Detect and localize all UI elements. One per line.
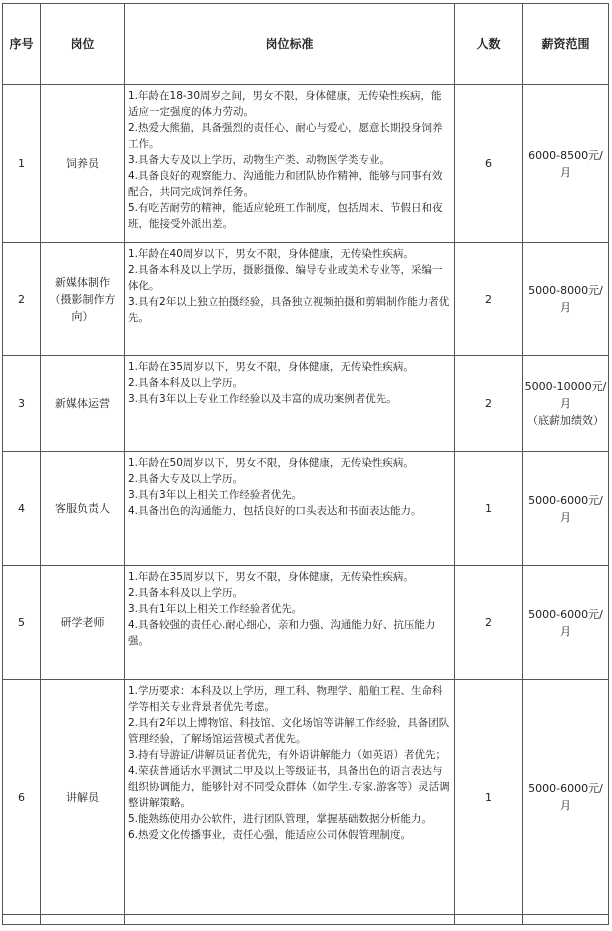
header-no: 序号 [3,4,41,85]
row-no: 6 [3,680,41,915]
standard-item: 2.具备本科及以上学历，摄影摄像、编导专业或美术专业等，采编一体化。 [128,264,443,292]
table-row [3,452,609,566]
row-salary: 5000-6000元/月 [523,680,609,915]
header-count: 人数 [455,4,523,85]
row-count: 6 [455,85,523,243]
standard-item: 2.具有2年以上博物馆、科技馆、文化场馆等讲解工作经验，具备团队管理经验，了解场馆运营模式者优先。 [128,717,450,745]
table-row [3,680,609,915]
standard-item: 4.荣获普通话水平测试二甲及以上等级证书，具备出色的语言表达与组织协调能力，能够针对不同受众群体（如学生.专家.游客等）灵活调整讲解策略。 [128,765,450,809]
standard-item: 2.具备本科及以上学历。 [128,587,244,599]
table-header-row [3,4,609,85]
row-standards [125,85,455,243]
empty-cell [41,915,125,925]
row-count: 2 [455,566,523,680]
row-no: 2 [3,243,41,356]
row-salary: 5000-8000元/月 [523,243,609,356]
row-position: 新媒体运营 [41,356,125,452]
row-salary: 5000-6000元/月 [523,452,609,566]
standard-item: 1.学历要求：本科及以上学历，理工科、物理学、船舶工程、生命科学等相关专业背景者优先考虑。 [128,685,443,713]
row-position: 饲养员 [41,85,125,243]
standard-item: 2.具备大专及以上学历。 [128,473,244,485]
row-standards [125,680,455,915]
row-position: 讲解员 [41,680,125,915]
row-count: 2 [455,243,523,356]
row-standards [125,566,455,680]
row-count: 2 [455,356,523,452]
table-row-partial [3,915,609,925]
standard-item: 2.具备本科及以上学历。 [128,377,244,389]
row-standards [125,356,455,452]
row-standards [125,243,455,356]
standard-item: 4.具备良好的观察能力、沟通能力和团队协作精神，能够与同事有效配合，共同完成饲养任务。 [128,170,443,198]
standard-item: 5.能熟练使用办公软件，进行团队管理，掌握基础数据分析能力。 [128,813,433,825]
standard-item: 4.具备出色的沟通能力，包括良好的口头表达和书面表达能力。 [128,505,422,517]
standard-item: 3.具备大专及以上学历，动物生产类、动物医学类专业。 [128,154,391,166]
table-row [3,356,609,452]
row-count: 1 [455,680,523,915]
standard-item: 1.年龄在18-30周岁之间，男女不限，身体健康，无传染性疾病，能适应一定强度的体力劳动。 [128,90,442,118]
standard-item: 3.具有3年以上专业工作经验以及丰富的成功案例者优先。 [128,393,397,405]
standard-item: 1.年龄在50周岁以下，男女不限，身体健康，无传染性疾病。 [128,457,414,469]
row-salary: 5000-6000元/月 [523,566,609,680]
standard-item: 1.年龄在35周岁以下，男女不限，身体健康，无传染性疾病。 [128,571,414,583]
row-no: 3 [3,356,41,452]
standard-item: 3.具有3年以上相关工作经验者优先。 [128,489,303,501]
row-position: 研学老师 [41,566,125,680]
standard-item: 3.具有1年以上相关工作经验者优先。 [128,603,303,615]
standard-item: 1.年龄在40周岁以下，男女不限，身体健康，无传染性疾病。 [128,248,414,260]
row-salary: 6000-8500元/月 [523,85,609,243]
row-position: 新媒体制作 （摄影制作方 向） [41,243,125,356]
empty-cell [523,915,609,925]
empty-cell [3,915,41,925]
table-row [3,85,609,243]
standard-item: 3.具有2年以上独立拍摄经验，具备独立视频拍摄和剪辑制作能力者优先。 [128,296,450,324]
row-salary: 5000-10000元/月 （底薪加绩效） [523,356,609,452]
table-row [3,243,609,356]
standard-item: 1.年龄在35周岁以下，男女不限，身体健康，无传染性疾病。 [128,361,414,373]
standard-item: 2.热爱大熊猫，具备强烈的责任心、耐心与爱心，愿意长期投身饲养工作。 [128,122,443,150]
standard-item: 6.热爱文化传播事业，责任心强，能适应公司休假管理制度。 [128,829,412,841]
empty-cell [125,915,455,925]
header-salary: 薪资范围 [523,4,609,85]
row-no: 1 [3,85,41,243]
standard-item: 5.有吃苦耐劳的精神，能适应轮班工作制度，包括周末、节假日和夜班，能接受外派出差。 [128,202,443,230]
row-count: 1 [455,452,523,566]
header-standard: 岗位标准 [125,4,455,85]
empty-cell [455,915,523,925]
row-no: 4 [3,452,41,566]
row-position: 客服负责人 [41,452,125,566]
row-standards [125,452,455,566]
job-table [2,3,609,925]
header-position: 岗位 [41,4,125,85]
table-row [3,566,609,680]
standard-item: 3.持有导游证/讲解员证者优先，有外语讲解能力（如英语）者优先； [128,749,447,761]
row-no: 5 [3,566,41,680]
standard-item: 4.具备较强的责任心.耐心细心，亲和力强、沟通能力好、抗压能力强。 [128,619,436,647]
